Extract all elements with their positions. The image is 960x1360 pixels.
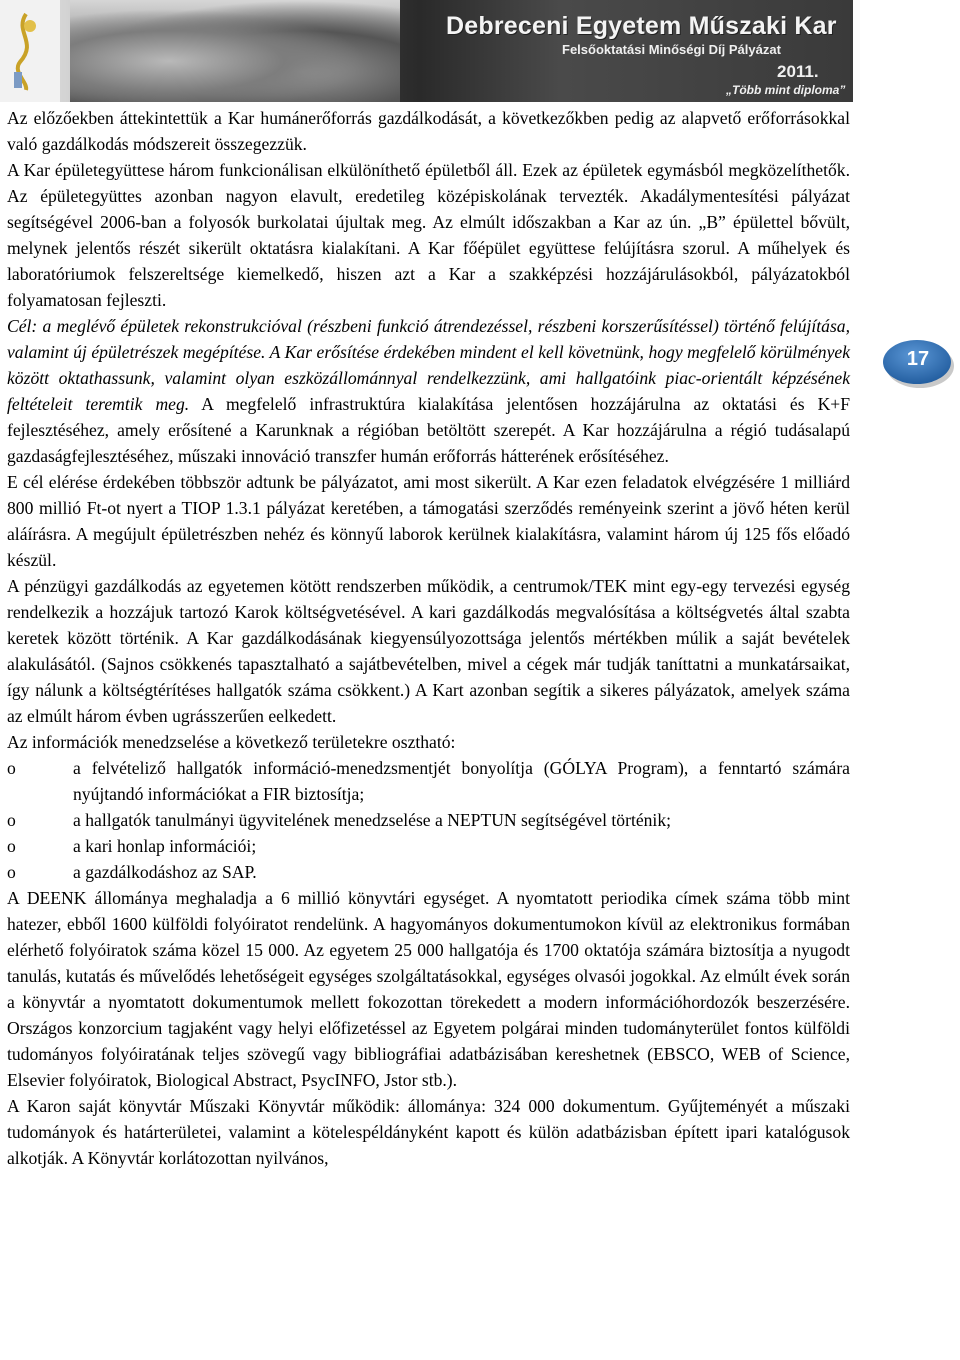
banner-year: 2011. [777, 62, 819, 81]
list-item-text: a gazdálkodáshoz az SAP. [73, 862, 257, 882]
paragraph-finance: A pénzügyi gazdálkodás az egyetemen kötött rendszerben működik, a centrumok/TEK mint egy-egy tervezési egység rendelkezik a hozzájuk tartozó Karok költségvetésével. A kari gazdálkodás megvalósítása a költségvetés által szabta keretek között történik. A Kar gazdálkodásának kiegyensúlyozottsága jelentős mértékben múlik a saját bevételek alakulásától. (Sajnos csökkenés tapasztalható a sajátbevételben, mivel a cégek már tudják taníttatni a munkatársaikat, így nálunk a költségtérítéses hallgatók száma csökkent.) A Kart azonban segítik a sikeres pályázatok, amelyek száma az elmúlt három évben ugrásszerűen eelkedett. [7, 576, 850, 726]
goal-italic-text: Cél: a meglévő épületek rekonstrukcióval (részbeni funkció átrendezéssel, részbeni korszerűsítéssel) történő felújítása, valamint új épületrészek megépítése. A Kar erősítése érdekében mindent el kell követnünk, hogy megfelelő körülmények között oktathassunk, valamint olyan eszközállománnyal rendelkezzünk, ami hallgatóink piac-orientált képzésének feltételeit teremtik meg. [7, 316, 850, 414]
list-item-text: a felvételiző hallgatók információ-menedzsmentjét bonyolítja (GÓLYA Program), a fenntartó számára nyújtandó információkat a FIR biztosítja; [73, 758, 850, 804]
banner-title: Debreceni Egyetem Műszaki Kar [446, 12, 837, 40]
list-item [7, 859, 850, 885]
banner-slogan: „Több mint diploma” [726, 83, 846, 97]
logo-mark-icon [8, 12, 44, 92]
banner-photo [70, 0, 400, 102]
paragraph-library: A DEENK állománya meghaladja a 6 millió könyvtári egységet. A nyomtatott periodika címek száma több mint hatezer, ebből 1600 külföldi folyóiratot rendelünk. A hagyományos dokumentumokon kívül az elektronikus formában elérhető folyóiratok száma közel 15 000. Az egyetem 25 000 hallgatója és 1700 oktatója számára biztosítja a nyugodt tanulás, kutatás és művelődés lehetőségeit egységes szolgáltatásokkal, egységes olvasói jogokkal. Az elmúlt évek során a könyvtár a nyomtatott dokumentumok mellett fokozottan törekedett a modern információhordozók beszerzésére. Országos konzorcium tagjaként vagy helyi előfizetéssel az Egyetem polgárai minden tudományterület fontos külföldi tudományos folyóiratának teljes szövegű vagy bibliográfiai adatbázisában kereshetnek (EBSCO, WEB of Science, Elsevier folyóiratok, Biological Abstract, PsycINFO, Jstor stb.). [7, 888, 850, 1090]
paragraph-goal [7, 313, 850, 469]
list-item [7, 833, 850, 859]
header-banner [0, 0, 853, 102]
banner-subtitle: Felsőoktatási Minőségi Díj Pályázat [562, 42, 781, 57]
university-logo [0, 0, 60, 102]
bullet-marker: o [7, 862, 16, 882]
bullet-marker: o [7, 836, 16, 856]
paragraph-faculty-library: A Karon saját könyvtár Műszaki Könyvtár működik: állománya: 324 000 dokumentum. Gyűjteményét a műszaki tudományok és határterületei, valamint a kötelespéldányként kapott és külön adatbázisban épített ipari katalógusok alkotják. A Könyvtár korlátozottan nyilvános, [7, 1096, 850, 1168]
document-body [7, 105, 850, 1171]
info-management-list [7, 755, 850, 885]
bullet-marker: o [7, 810, 16, 830]
goal-normal-text: A megfelelő infrastruktúra kialakítása jelentősen hozzájárulna az oktatási és K+F fejlesztéséhez, amely erősítené a Karunknak a régióban betöltött szerepét. A Kar hozzájárulna a régió tudásalapú gazdaságfejlesztéséhez, műszaki innováció transzfer humán erőforrás hátterének erősítéséhez. [7, 394, 850, 466]
list-item [7, 755, 850, 807]
paragraph-info-management: Az információk menedzselése a következő területekre osztható: [7, 732, 456, 752]
paragraph-intro: Az előzőekben áttekintettük a Kar humánerőforrás gazdálkodását, a következőkben pedig az alapvető erőforrásokkal való gazdálkodás módszereit összegezzük. [7, 108, 850, 154]
list-item [7, 807, 850, 833]
paragraph-grant: E cél elérése érdekében többször adtunk be pályázatot, ami most sikerült. A Kar ezen feladatok elvégzésére 1 milliárd 800 millió Ft-ot nyert a TIOP 1.3.1 pályázat keretében, a támogatási szerződés reményeink szerint a jövő héten kerül aláírásra. A megújult épületrészben nehéz és könnyű laborok kerülnek kialakításra, valamint három új 125 fős előadó készül. [7, 472, 850, 570]
page-number: 17 [906, 348, 930, 370]
list-item-text: a kari honlap információi; [73, 836, 257, 856]
paragraph-buildings: A Kar épületegyüttese három funkcionálisan elkülöníthető épületből áll. Ezek az épületek egymásból megközelíthetők. Az épületegyüttes azonban nagyon elavult, eredetileg középiskolának tervezték. Akadálymentesítési pályázat segítségével 2006-ban a folyosók burkolatai újultak meg. Az elmúlt időszakban a Kar az ún. „B” épülettel bővült, melynek jelentős részét sikerült oktatásra kialakítani. A Kar főépület együttese felújításra szorul. A műhelyek és laboratóriumok felszereltsége kiemelkedő, hiszen azt a Kar a szakképzési hozzájárulásokból, pályázatokból folyamatosan fejleszti. [7, 160, 850, 310]
list-item-text: a hallgatók tanulmányi ügyvitelének menedzselése a NEPTUN segítségével történik; [73, 810, 672, 830]
bullet-marker: o [7, 758, 16, 778]
